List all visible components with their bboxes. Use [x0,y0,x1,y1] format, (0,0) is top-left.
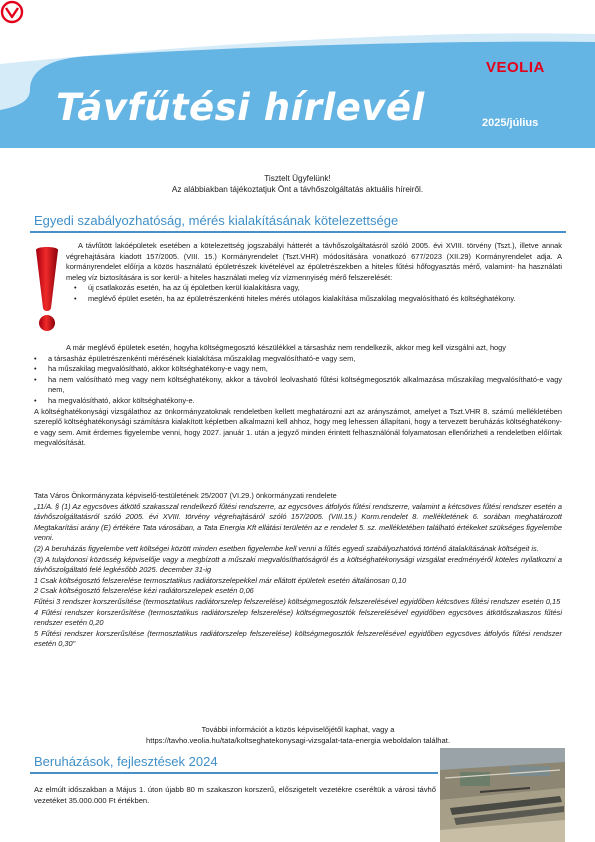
decree-item: Fűtési 3 rendszer korszerűsítése (termosztatikus radiátorszelep felszerelése) költségmegosztók felszerelésével egyidőben kétcsöves fűtési rendszer esetén 0,15 [34,596,561,606]
exclamation-icon [34,246,60,334]
section-divider [30,231,566,233]
list-item: • új csatlakozás esetén, ha az új épületben kerül kialakításra vagy, [74,283,562,294]
greeting-line-2: Az alábbiakban tájékoztatjuk Önt a távhőszolgáltatás aktuális híreiről. [171,185,424,194]
decree-block [34,491,562,650]
list-item: • ha nem valósítható meg vagy nem költséghatékony, akkor a távolról leolvasható fűtési költségmegosztók alkalmazása műszakilag megvalósítható-e vagy nem, [34,375,562,396]
existing-buildings-block [34,343,562,449]
list-item: • ha műszakilag megvalósítható, akkor költséghatékony-e vagy nem, [34,364,562,375]
newsletter-title: Távfűtési hírlevél [56,86,425,129]
decree-paragraph-3: (3) A tulajdonosi közösség képviselője vagy a megbízott a műszaki megvalósíthatóságról és a költséghatékonysági vizsgálat eredményéről köteles nyilatkozni a távhőszolgáltató felé legkésőbb 2025. december 31-ig [34,554,562,575]
decree-item: 4 Fűtési rendszer korszerűsítése (termosztatikus radiátorszelep felszerelése) költségmegosztók felszerelésével egyidőben egycsöves átkötőszakaszos fűtési rendszer esetén 0,20 [34,607,562,628]
section-divider [30,772,438,774]
existing-buildings-text: A már meglévő épületek esetén, hogyha költségmegosztó készülékkel a társasház nem rendelkezik, akkor meg kell vizsgálni azt, hogy [66,343,506,352]
decree-item: 2 Csak költségosztó felszerelése kézi radiátorszelepek esetén 0,06 [34,586,254,596]
list-item: • meglévő épület esetén, ha az épületrészenkénti hiteles mérés utólagos kialakítása műszakilag megvalósítható és költséghatékony. [74,294,562,305]
more-info-link[interactable]: https://tavho.veolia.hu/tata/koltseghatekonysagi-vizsgalat-tata-energia weboldalon találhat. [146,736,450,745]
examination-list [34,354,562,407]
section-title-investments: Beruházások, fejlesztések 2024 [34,754,218,769]
veolia-logo-icon [0,0,100,24]
decree-title: Tata Város Önkormányzata képviselő-testületének 25/2007 (VI.29.) önkormányzati rendelete [34,491,337,500]
new-connection-list [66,283,562,304]
investment-text: Az elmúlt időszakban a Május 1. úton újabb 80 m szakaszon korszerű, előszigetelt vezetékre cseréltük a városi távhő vezetéket 35.000.000 Ft értékben. [34,785,436,805]
decree-item: 5 Fűtési rendszer korszerűsítése (termosztatikus radiátorszelep felszerelése) költségmegosztók felszerelésével egyidőben egycsöves átfolyós fűtési rendszer esetén 0,30" [34,628,562,649]
pipe-construction-photo [440,748,565,842]
issue-date: 2025/július [482,117,539,129]
decree-item: 1 Csak költségosztó felszerelése termosztatikus radiátorszelepekkel már ellátott épületek esetén általánosan 0,10 [34,575,407,585]
logo-text: VEOLIA [486,59,545,76]
section-title-metering: Egyedi szabályozhatóság, mérés kialakításának kötelezettsége [34,213,399,228]
intro-paragraph [66,241,562,305]
decree-paragraph-2: (2) A beruházás figyelembe vett költségei között minden esetben figyelembe kell venni a fűtés egyedi szabályozhatóvá történő átalakításának költségeit is. [34,543,539,553]
list-item: • a társasház épületrészenkénti mérésének kialakítása műszakilag megvalósítható-e vagy sem, [34,354,562,365]
greeting-line-1: Tisztelt Ügyfelünk! [264,174,331,183]
decree-paragraph-1: „11/A. § (1) Az egycsöves átkötő szakasszal rendelkező fűtési rendszerre, az egycsöves átfolyós fűtési rendszerre, valamint a kétcsöves fűtési rendszer esetén a távhőszolgáltatásról szóló 2005. évi XVIII. törvény végrehajtásáról szóló 157/2005. (VIII.15.) Korm.rendelet 8. mellékletének 6. sorában meghatározott Megtakarítási arány (E) értékére Tata városában, a Tata Energia Kft ellátási területén az e rendelet 5. sz. mellékletében található értékeket szükséges figyelembe venni. [34,501,562,543]
list-item: • ha megvalósítható, akkor költséghatékony-e. [34,396,562,407]
more-info-line-1: További információt a közös képviselőjétől kaphat, vagy a [201,725,395,734]
cost-efficiency-text: A költséghatékonysági vizsgálathoz az önkormányzatoknak rendeletben kellett meghatározni azt az arányszámot, amelyet a Tszt.VHR 8. számú mellékletében szereplő költséghatékonysági számításra kialakított képletben alkalmazni kell ahhoz, hogy meg lehessen állapítani, hogy a tervezett beruházás költséghatékony-e vagy sem. Amit érdemes figyelembe venni, hogy 2027. január 1. után a jegyző minden érintett felhasználónál folyamatosan ellenőrizheti a rendeletben előírtak megvalósítását. [34,406,562,448]
intro-text: A távfűtött lakóépületek esetében a kötelezettség jogszabályi hátterét a távhőszolgáltatásról szóló 2005. évi XVIII. törvény (Tszt.), illetve annak végrehajtására kiadott 157/2005. (VIII. 15.) Kormányrendelet (Tszt.VHR) módosítására vonatkozó 677/2023 (XII.29) Kormányrendelet adja. A kormányrendelet előírja a közös használatú épületrészek kivételével az épületrészekben a hiteles fűtési hőfogyasztás mérő, valamint- ha használati meleg víz biztosítására is sor kerül- a hiteles használati meleg víz vízmennyiség mérő felszerelését: [66,241,562,282]
newsletter-header [0,0,595,148]
